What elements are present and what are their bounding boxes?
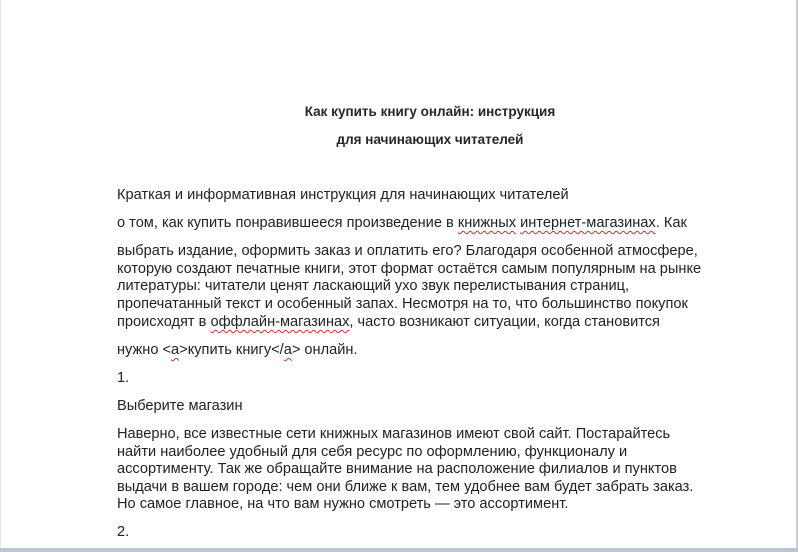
document-title-line-1: Как купить книгу онлайн: инструкция [304,104,556,119]
paragraph-1-line-2: которую создают печатные книги, этот формат остаётся самым популярным на рынке [117,261,702,277]
paragraph-1-line-5 [117,314,660,331]
intro-line-1: Краткая и информативная инструкция для начинающих читателей [117,187,569,203]
paragraph-2-line-4: выдачи в вашем городе: чем они ближе к вам, тем удобнее вам будет забрать заказ. [117,479,694,495]
link-line [117,342,358,359]
page-bottom-edge [0,548,798,552]
list-item-2-number: 2. [117,524,130,540]
spellcheck-word: интернет-магазинах [520,215,656,231]
link-line-text: нужно < [117,342,172,358]
link-line-middle: >купить книгу</ [179,342,284,358]
intro-line-2-tail: . Как [655,215,687,231]
paragraph-1-line-5-tail: , часто возникают ситуации, когда становится [349,314,660,330]
paragraph-2-line-2: найти наиболее удобный для себя ресурс по оформлению, функционалу и [117,444,628,460]
paragraph-1-line-4: пропечатанный текст и особенный запах. Несмотря на то, что большинство покупок [117,296,688,312]
spellcheck-word: оффлайн-магазинах [210,314,350,330]
paragraph-1-line-5-text: происходят в [117,314,211,330]
document-title-line-2: для начинающих читателей [336,132,524,147]
link-line-tail: > онлайн. [291,342,358,358]
intro-line-2 [117,215,687,232]
paragraph-2-line-3: ассортименту. Так же обращайте внимание на расположение филиалов и пунктов [117,461,677,477]
paragraph-2-line-5: Но самое главное, на что вам нужно смотреть — это ассортимент. [117,496,569,512]
list-item-1-heading: Выберите магазин [117,398,243,414]
spellcheck-word: книжных [457,215,517,231]
spellcheck-word: а [283,342,292,358]
list-item-1-number: 1. [117,370,130,386]
paragraph-2-line-1: Наверно, все известные сети книжных магазинов имеют свой сайт. Постарайтесь [117,426,671,442]
paragraph-1-line-3: литературы: читатели ценят ласкающий ухо звук перелистывания страниц, [117,278,630,294]
page-left-edge [0,0,1,552]
paragraph-1-line-1: выбрать издание, оформить заказ и оплатить его? Благодаря особенной атмосфере, [117,243,698,259]
spellcheck-word: а [171,342,180,358]
intro-line-2-text: о том, как купить понравившееся произведение в [117,215,458,231]
